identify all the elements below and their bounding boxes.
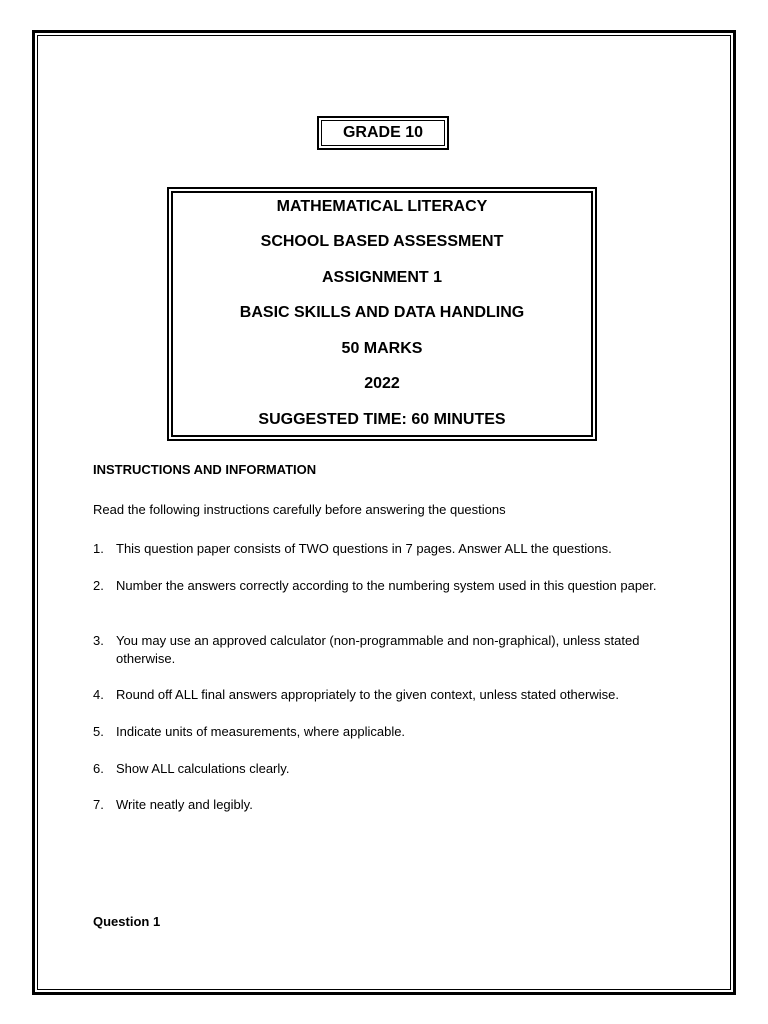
instruction-text: Indicate units of measurements, where applicable. <box>116 724 406 739</box>
suggested-time: SUGGESTED TIME: 60 MINUTES <box>258 411 506 428</box>
grade-label: GRADE 10 <box>317 116 449 150</box>
year: 2022 <box>364 375 400 392</box>
instruction-number: 4. <box>93 687 104 702</box>
instruction-number: 1. <box>93 541 104 556</box>
instruction-item <box>93 723 683 741</box>
total-marks: 50 MARKS <box>341 340 423 357</box>
assignment-topic: BASIC SKILLS AND DATA HANDLING <box>239 304 525 321</box>
instruction-text: Write neatly and legibly. <box>116 797 253 812</box>
instruction-text: Round off ALL final answers appropriately to the given context, unless stated otherwise. <box>116 687 619 702</box>
instruction-text: Number the answers correctly according to the numbering system used in this question paper. <box>116 578 657 593</box>
instruction-item <box>93 577 683 595</box>
assignment-number: ASSIGNMENT 1 <box>321 269 442 286</box>
instruction-item <box>93 760 683 778</box>
subject-title: MATHEMATICAL LITERACY <box>276 198 488 215</box>
instructions-heading: INSTRUCTIONS AND INFORMATION <box>93 462 317 477</box>
instruction-item <box>93 686 683 704</box>
instruction-item <box>93 796 683 814</box>
assessment-type: SCHOOL BASED ASSESSMENT <box>260 233 504 250</box>
instructions-intro: Read the following instructions carefully before answering the questions <box>93 502 506 517</box>
instruction-text: This question paper consists of TWO questions in 7 pages. Answer ALL the questions. <box>116 541 612 556</box>
question-heading: Question 1 <box>93 914 161 929</box>
instruction-text: Show ALL calculations clearly. <box>116 761 290 776</box>
instruction-number: 3. <box>93 633 104 648</box>
instruction-item <box>93 540 683 558</box>
title-block <box>167 187 597 441</box>
instruction-text: You may use an approved calculator (non-programmable and non-graphical), unless stated otherwise. <box>116 633 640 666</box>
instruction-number: 5. <box>93 724 104 739</box>
instruction-item <box>93 632 683 668</box>
instruction-number: 6. <box>93 761 104 776</box>
instruction-number: 2. <box>93 578 104 593</box>
instruction-number: 7. <box>93 797 104 812</box>
